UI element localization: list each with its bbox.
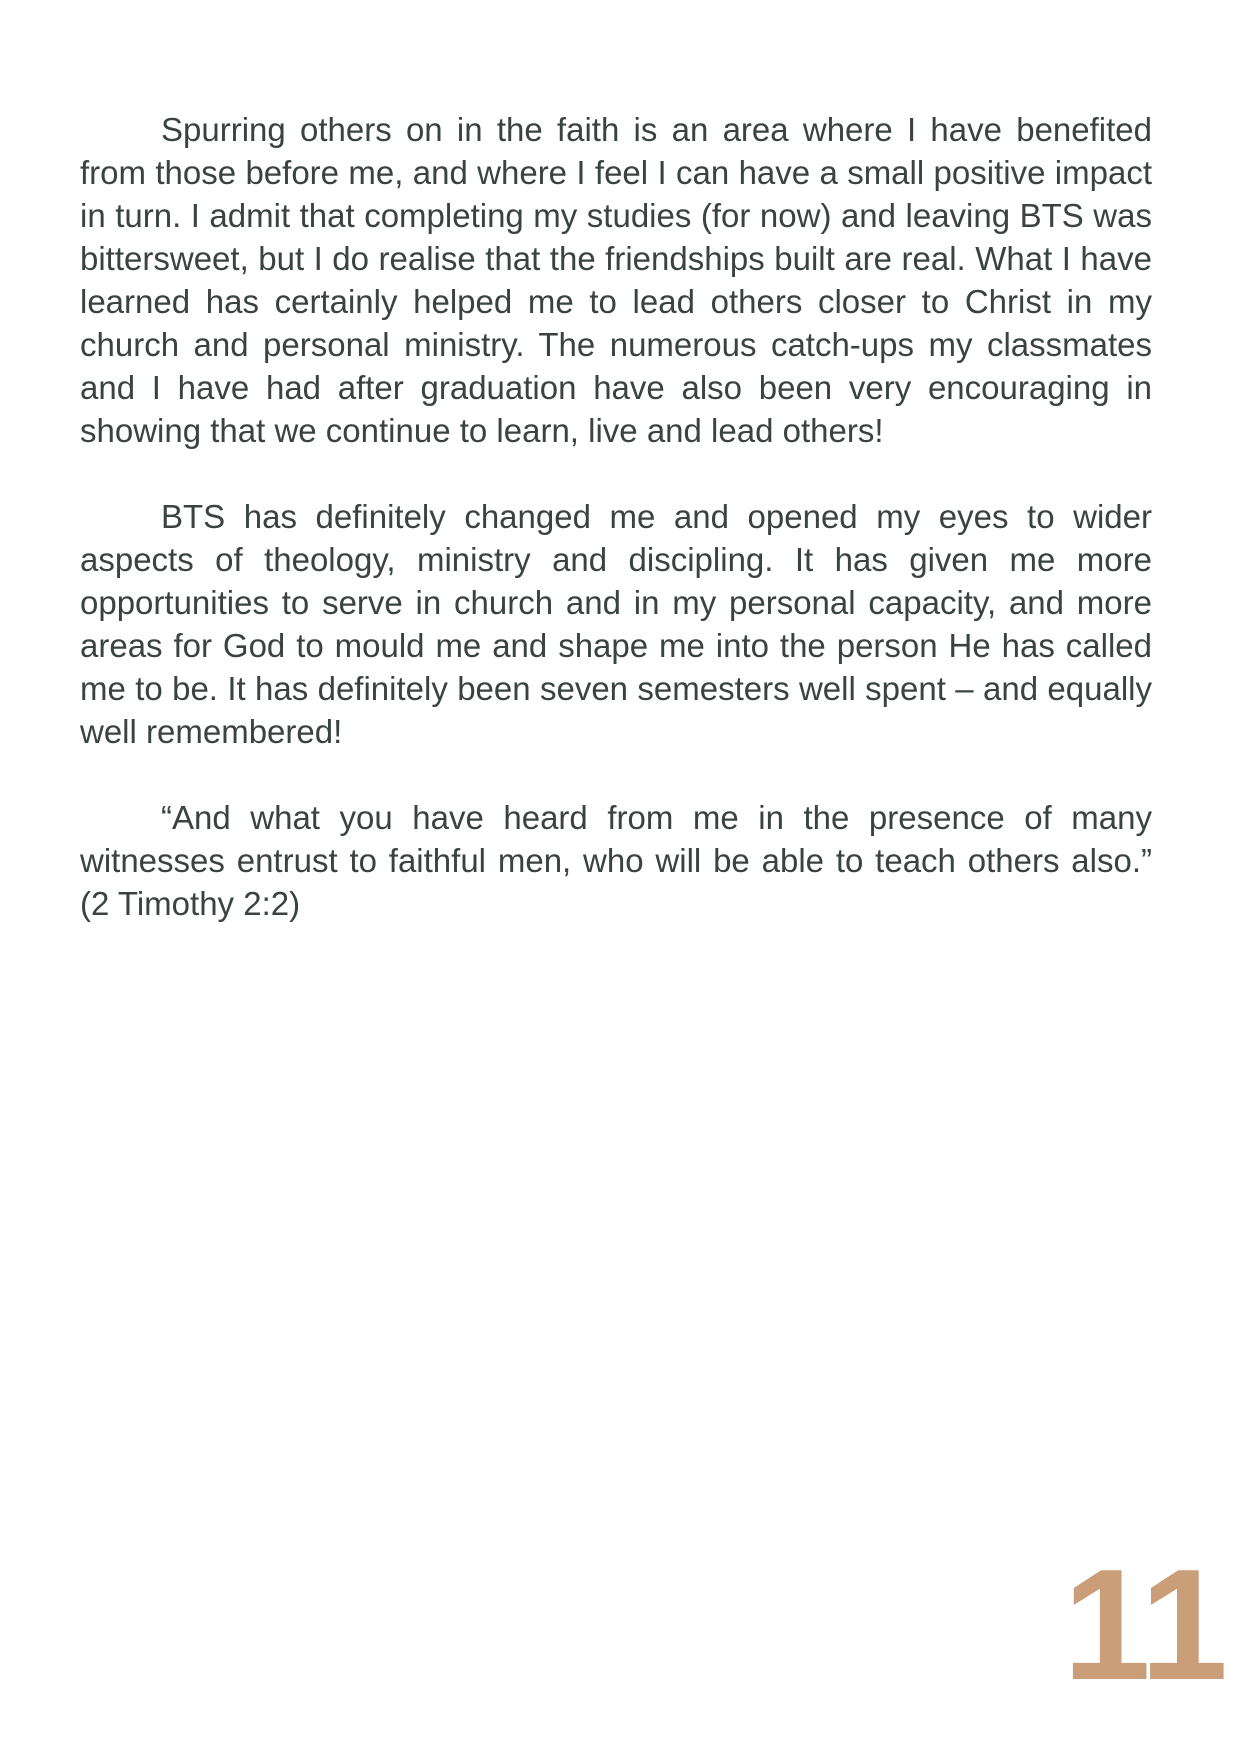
page-content xyxy=(80,108,1152,968)
body-paragraph-3-quote: “And what you have heard from me in the presence of many witnesses entrust to faithful men, who will be able to teach others also.” (2 Timothy 2:2) xyxy=(80,799,1152,922)
body-paragraph-2: BTS has definitely changed me and opened my eyes to wider aspects of theology, ministry and discipling. It has given me more opportunities to serve in church and in my personal capacity, and more areas for God to mould me and shape me into the person He has called me to be. It has definitely been seven semesters well spent – and equally well remembered! xyxy=(80,498,1152,750)
page-number: 11 xyxy=(1062,1537,1226,1713)
body-paragraph-1: Spurring others on in the faith is an area where I have benefited from those before me, and where I feel I can have a small positive impact in turn. I admit that completing my studies (for now) and leaving BTS was bittersweet, but I do realise that the friendships built are real. What I have learned has certainly helped me to lead others closer to Christ in my church and personal ministry. The numerous catch-ups my classmates and I have had after graduation have also been very encouraging in showing that we continue to learn, live and lead others! xyxy=(80,111,1152,449)
